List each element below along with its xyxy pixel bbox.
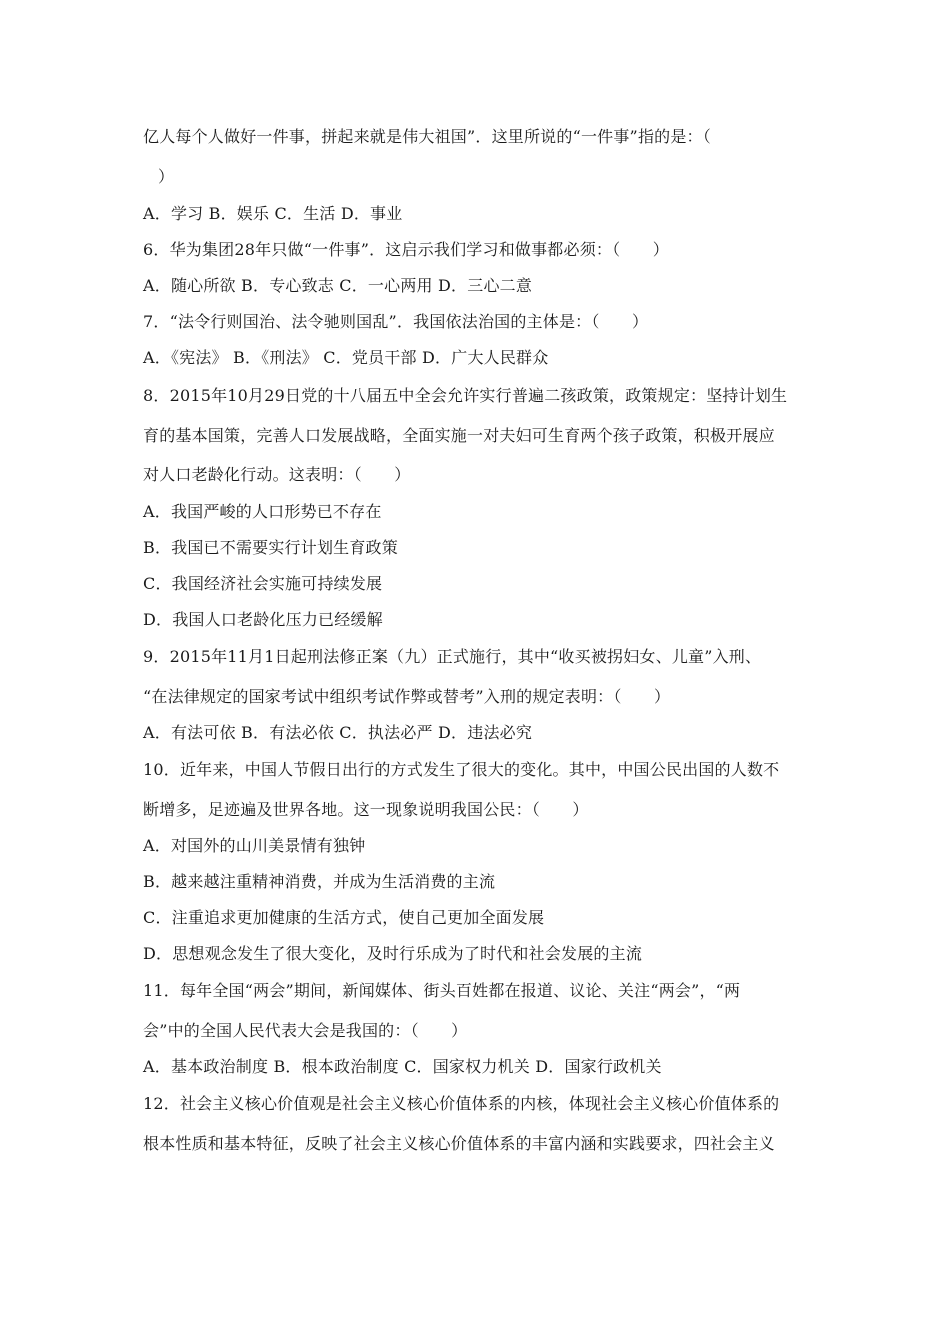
question-10-stem-line-2: 断增多，足迹遍及世界各地。这一现象说明我国公民：（ ） [143, 800, 589, 819]
question-6-options: A．随心所欲 B．专心致志 C．一心两用 D．三心二意 [143, 276, 533, 295]
question-10-option-b: B．越来越注重精神消费，并成为生活消费的主流 [143, 872, 496, 891]
question-5-options: A．学习 B．娱乐 C．生活 D．事业 [143, 204, 403, 223]
question-9-options: A．有法可依 B．有法必依 C．执法必严 D．违法必究 [143, 723, 533, 742]
question-11-stem-line-1: 11．每年全国“两会”期间，新闻媒体、街头百姓都在报道、议论、关注“两会”，“两 [143, 981, 741, 1000]
question-8-option-d: D．我国人口老龄化压力已经缓解 [143, 610, 383, 629]
question-11-options: A．基本政治制度 B．根本政治制度 C．国家权力机关 D．国家行政机关 [143, 1057, 662, 1076]
question-8-stem-line-1: 8．2015年10月29日党的十八届五中全会允许实行普遍二孩政策，政策规定：坚持计划生 [143, 386, 788, 405]
question-8-option-b: B．我国已不需要实行计划生育政策 [143, 538, 398, 557]
question-10-option-a: A．对国外的山川美景情有独钟 [143, 836, 366, 855]
question-8-option-c: C．我国经济社会实施可持续发展 [143, 574, 383, 593]
question-7-stem: 7．“法令行则国治、法令驰则国乱”．我国依法治国的主体是：（ ） [143, 312, 649, 331]
question-8-stem-line-2: 育的基本国策，完善人口发展战略，全面实施一对夫妇可生育两个孩子政策，积极开展应 [143, 426, 775, 445]
question-7-options: A．《宪法》 B．《刑法》 C．党员干部 D．广大人民群众 [143, 348, 549, 367]
question-10-option-d: D．思想观念发生了很大变化，及时行乐成为了时代和社会发展的主流 [143, 944, 643, 963]
question-8-stem-line-3: 对人口老龄化行动。这表明：（ ） [143, 465, 411, 484]
question-6-stem: 6．华为集团28年只做“一件事”．这启示我们学习和做事都必须：（ ） [143, 240, 669, 259]
question-9-stem-line-2: “在法律规定的国家考试中组织考试作弊或替考”入刑的规定表明：（ ） [143, 687, 671, 706]
question-8-option-a: A．我国严峻的人口形势已不存在 [143, 502, 382, 521]
question-12-stem-line-2: 根本性质和基本特征，反映了社会主义核心价值体系的丰富内涵和实践要求，四社会主义 [143, 1134, 775, 1153]
question-11-stem-line-2: 会”中的全国人民代表大会是我国的：（ ） [143, 1021, 468, 1040]
question-5-stem-line-2: ） [158, 167, 175, 186]
question-10-stem-line-1: 10．近年来，中国人节假日出行的方式发生了很大的变化。其中，中国公民出国的人数不 [143, 760, 780, 779]
question-5-stem-line-1: 亿人每个人做好一件事，拼起来就是伟大祖国”．这里所说的“一件事”指的是：（ [143, 127, 711, 146]
question-12-stem-line-1: 12．社会主义核心价值观是社会主义核心价值体系的内核，体现社会主义核心价值体系的 [143, 1094, 780, 1113]
question-10-option-c: C．注重追求更加健康的生活方式，使自己更加全面发展 [143, 908, 545, 927]
question-9-stem-line-1: 9．2015年11月1日起刑法修正案（九）正式施行，其中“收买被拐妇女、儿童”入刑、 [143, 647, 762, 666]
